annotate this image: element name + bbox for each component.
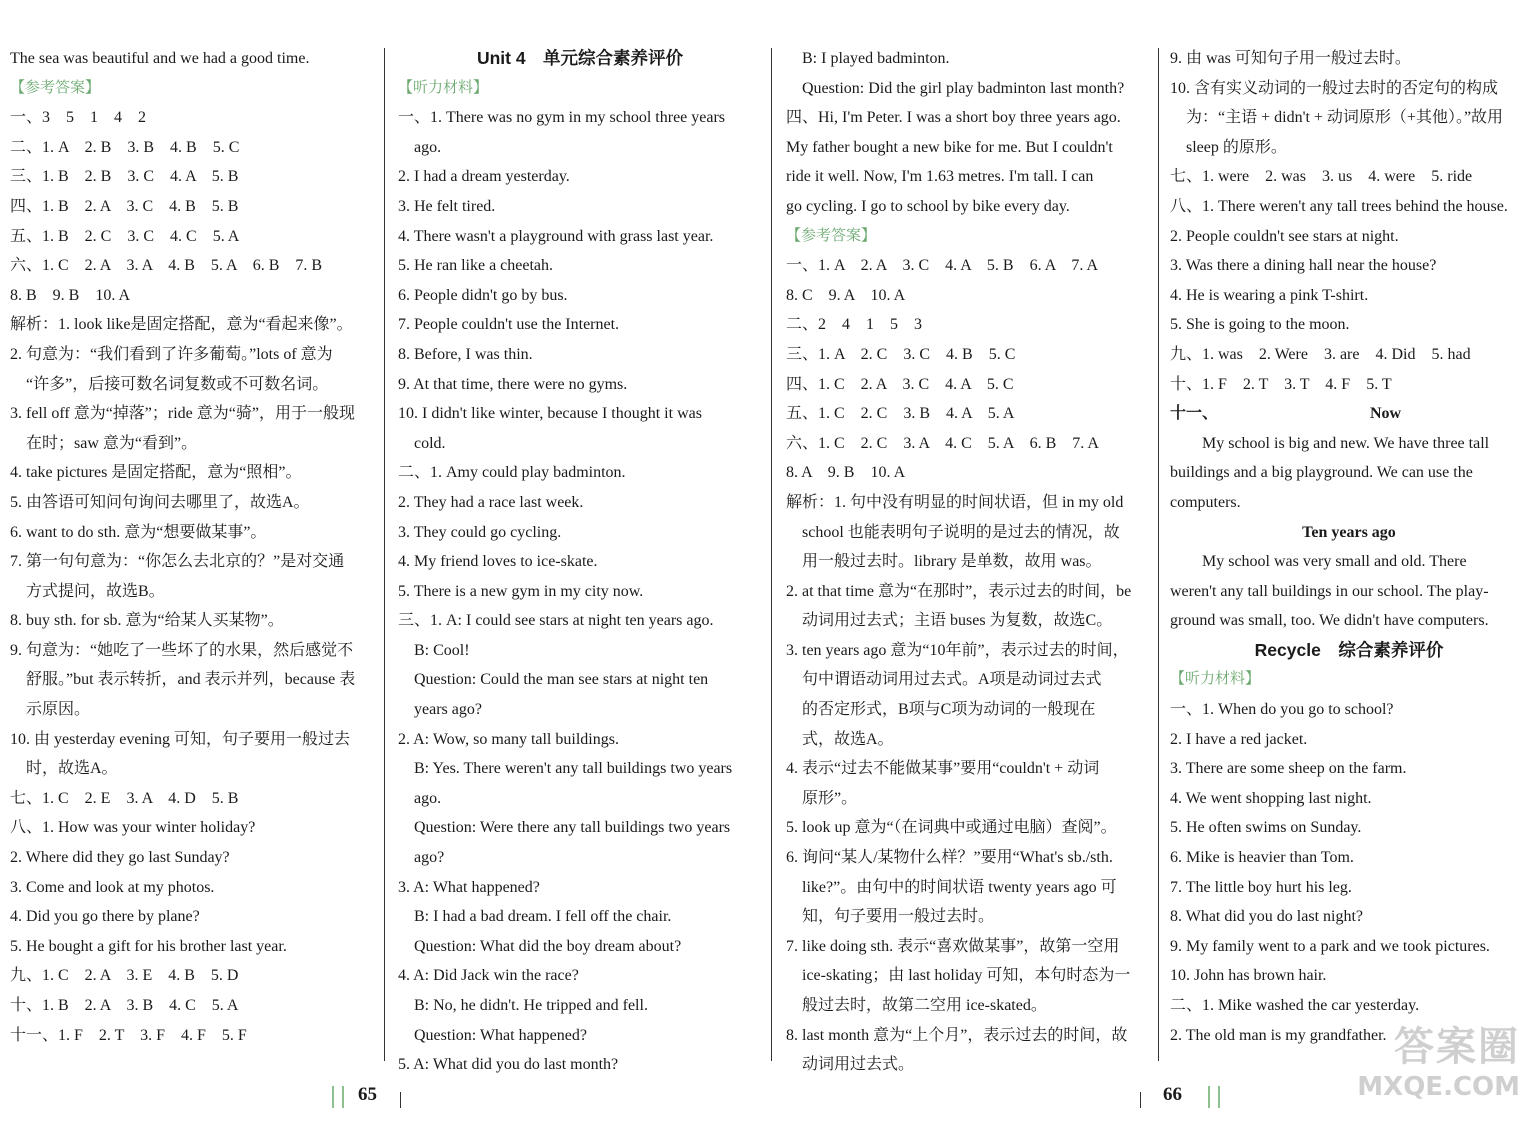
text-line: 舒服。”but 表示转折，and 表示并列，because 表 bbox=[26, 671, 356, 689]
text-line: 5. He often swims on Sunday. bbox=[1170, 819, 1362, 837]
page-number-marker bbox=[1208, 1086, 1220, 1108]
text-line: 2. I had a dream yesterday. bbox=[398, 168, 570, 186]
text-line: 3. Come and look at my photos. bbox=[10, 878, 215, 896]
watermark-text-en: MXQE.COM bbox=[1357, 1072, 1520, 1102]
text-line: 2. at that time 意为“在那时”，表示过去的时间，be bbox=[786, 582, 1132, 600]
text-line: ago. bbox=[414, 138, 442, 156]
text-line: ground was small, too. We didn't have computers. bbox=[1170, 612, 1489, 630]
text-line: 三、1. A: I could see stars at night ten years ago. bbox=[398, 612, 714, 630]
text-line: 四、1. B 2. A 3. C 4. B 5. B bbox=[10, 197, 239, 215]
text-line: 四、1. C 2. A 3. C 4. A 5. C bbox=[786, 375, 1014, 393]
text-line: 9. My family went to a park and we took pictures. bbox=[1170, 937, 1490, 955]
text-line: 3. ten years ago 意为“10年前”，表示过去的时间， bbox=[786, 641, 1129, 659]
text-line: 十一、 Now bbox=[1170, 405, 1402, 423]
text-line: 方式提问，故选B。 bbox=[26, 582, 165, 600]
text-line: 九、1. was 2. Were 3. are 4. Did 5. had bbox=[1170, 345, 1471, 363]
text-line: 3. fell off 意为“掉落”；ride 意为“骑”，用于一般现 bbox=[10, 405, 355, 423]
text-line: 5. 由答语可知问句询问去哪里了，故选A。 bbox=[10, 493, 310, 511]
text-line: 为：“主语 + didn't + 动词原形（+其他）。”故用 bbox=[1186, 109, 1504, 127]
text-line: 一、1. When do you go to school? bbox=[1170, 701, 1394, 719]
text-line: 十、1. B 2. A 3. B 4. C 5. A bbox=[10, 997, 239, 1014]
text-line: 4. My friend loves to ice-skate. bbox=[398, 553, 598, 571]
text-line: 十、1. F 2. T 3. T 4. F 5. T bbox=[1170, 375, 1392, 393]
text-line: Unit 4 单元综合素养评价 bbox=[476, 48, 684, 68]
text-line: 五、1. C 2. C 3. B 4. A 5. A bbox=[786, 405, 1015, 423]
text-line: 5. A: What did you do last month? bbox=[398, 1056, 619, 1074]
text-line: 2. They had a race last week. bbox=[398, 493, 584, 511]
text-line: 原形”。 bbox=[802, 789, 858, 807]
text-line: B: I had a bad dream. I fell off the chair. bbox=[414, 908, 672, 926]
text-line: 八、1. There weren't any tall trees behind the house. bbox=[1170, 197, 1508, 215]
text-line: ice-skating；由 last holiday 可知，本句时态为一 bbox=[802, 967, 1131, 985]
text-line: 四、Hi, I'm Peter. I was a short boy three years ago. bbox=[786, 109, 1121, 127]
text-line: 4. We went shopping last night. bbox=[1170, 789, 1372, 807]
text-line: years ago? bbox=[414, 701, 482, 719]
page-number-left: 65 bbox=[358, 1084, 377, 1105]
text-line: 一、1. There was no gym in my school three years bbox=[398, 109, 726, 127]
text-line: 3. There are some sheep on the farm. bbox=[1170, 760, 1407, 778]
text-line: 2. The old man is my grandfather. bbox=[1170, 1026, 1387, 1044]
text-line: 一、1. A 2. A 3. C 4. A 5. B 6. A 7. A bbox=[786, 257, 1099, 275]
text-line: 3. Was there a dining hall near the house? bbox=[1170, 257, 1437, 275]
text-line: go cycling. I go to school by bike every day. bbox=[786, 197, 1070, 215]
text-line: like?”。由句中的时间状语 twenty years ago 可 bbox=[802, 878, 1117, 896]
text-line: buildings and a big playground. We can use the bbox=[1170, 464, 1473, 482]
text-line: 七、1. C 2. E 3. A 4. D 5. B bbox=[10, 789, 239, 807]
text-line: ride it well. Now, I'm 1.63 metres. I'm tall. I can bbox=[786, 168, 1094, 186]
text-line: 二、2 4 1 5 3 bbox=[786, 316, 923, 334]
text-line: 般过去时，故第二空用 ice-skated。 bbox=[802, 997, 1047, 1014]
page-gutter bbox=[771, 48, 772, 1061]
text-line: 的否定形式，B项与C项为动词的一般现在 bbox=[802, 701, 1096, 719]
text-line: 【听力材料】 bbox=[1170, 671, 1261, 688]
text-line: 4. Did you go there by plane? bbox=[10, 908, 200, 926]
text-line: 2. A: Wow, so many tall buildings. bbox=[398, 730, 619, 748]
text-line: 4. There wasn't a playground with grass last year. bbox=[398, 227, 714, 245]
text-line: 2. 句意为：“我们看到了许多葡萄。”lots of 意为 bbox=[10, 345, 333, 363]
text-line: 6. 询问“某人/某物什么样？”要用“What's sb./sth. bbox=[786, 849, 1113, 867]
text-line: Question: Could the man see stars at night ten bbox=[414, 671, 709, 689]
text-line: 9. 由 was 可知句子用一般过去时。 bbox=[1170, 50, 1411, 67]
text-line: 6. want to do sth. 意为“想要做某事”。 bbox=[10, 523, 267, 541]
text-line: 示原因。 bbox=[26, 701, 91, 719]
text-line: 8. A 9. B 10. A bbox=[786, 464, 906, 482]
text-line: 解析：1. look like是固定搭配，意为“看起来像”。 bbox=[10, 316, 353, 334]
text-line: 【听力材料】 bbox=[398, 79, 489, 96]
text-line: Ten years ago bbox=[1302, 523, 1396, 541]
column-divider bbox=[384, 48, 385, 1061]
text-line: 二、1. A 2. B 3. B 4. B 5. C bbox=[10, 138, 240, 156]
text-line: cold. bbox=[414, 434, 446, 452]
text-line: 5. She is going to the moon. bbox=[1170, 316, 1350, 334]
text-line: 8. Before, I was thin. bbox=[398, 345, 533, 363]
page-number-marker bbox=[332, 1086, 344, 1108]
text-line: 4. A: Did Jack win the race? bbox=[398, 967, 579, 985]
text-line: 二、1. Amy could play badminton. bbox=[398, 464, 626, 482]
text-line: Recycle 综合素养评价 bbox=[1254, 639, 1444, 660]
text-line: Question: What did the boy dream about? bbox=[414, 937, 682, 955]
text-line: “许多”，后接可数名词复数或不可数名词。 bbox=[26, 375, 329, 393]
text-line: 六、1. C 2. A 3. A 4. B 5. A 6. B 7. B bbox=[10, 257, 323, 275]
text-line: school 也能表明句子说明的是过去的情况，故 bbox=[802, 523, 1120, 541]
text-line: 8. C 9. A 10. A bbox=[786, 286, 906, 304]
column-2 bbox=[398, 44, 762, 1080]
text-line: 句中谓语动词用过去式。A项是动词过去式 bbox=[802, 671, 1102, 689]
text-line: B: I played badminton. bbox=[802, 50, 950, 67]
watermark-text-zh: 答案圈 bbox=[1394, 1024, 1520, 1070]
text-line: Question: What happened? bbox=[414, 1026, 587, 1044]
text-line: 5. look up 意为“（在词典中或通过电脑）查阅”。 bbox=[786, 819, 1117, 837]
text-line: B: Yes. There weren't any tall buildings two years bbox=[414, 760, 733, 778]
text-line: 9. 句意为：“她吃了一些坏了的水果，然后感觉不 bbox=[10, 641, 354, 659]
text-line: 3. They could go cycling. bbox=[398, 523, 562, 541]
text-line: ago? bbox=[414, 849, 445, 867]
text-line: 时，故选A。 bbox=[26, 760, 118, 778]
text-line: 二、1. Mike washed the car yesterday. bbox=[1170, 997, 1420, 1014]
text-line: 3. A: What happened? bbox=[398, 878, 540, 896]
text-line: 2. Where did they go last Sunday? bbox=[10, 849, 230, 867]
text-line: 十一、1. F 2. T 3. F 4. F 5. F bbox=[10, 1026, 247, 1044]
text-line: My school is big and new. We have three tall bbox=[1202, 434, 1490, 452]
page-number-right: 66 bbox=[1163, 1084, 1182, 1105]
column-4 bbox=[1170, 44, 1528, 1050]
column-3 bbox=[786, 44, 1144, 1080]
text-line: B: No, he didn't. He tripped and fell. bbox=[414, 997, 648, 1014]
text-line: 动词用过去式；主语 buses 为复数，故选C。 bbox=[802, 612, 1113, 630]
text-line: 10. 含有实义动词的一般过去时的否定句的构成 bbox=[1170, 79, 1499, 97]
text-line: 解析：1. 句中没有明显的时间状语，但 in my old bbox=[786, 493, 1124, 511]
text-line: 10. I didn't like winter, because I thought it was bbox=[398, 405, 702, 423]
text-line: 三、1. A 2. C 3. C 4. B 5. C bbox=[786, 345, 1016, 363]
watermark-logo bbox=[1330, 1024, 1520, 1110]
text-line: 10. 由 yesterday evening 可知，句子要用一般过去 bbox=[10, 730, 350, 748]
text-line: 一、3 5 1 4 2 bbox=[10, 109, 147, 127]
text-line: 式，故选A。 bbox=[802, 730, 894, 748]
text-line: B: Cool! bbox=[414, 641, 470, 659]
text-line: computers. bbox=[1170, 493, 1241, 511]
text-line: 5. There is a new gym in my city now. bbox=[398, 582, 644, 600]
text-line: 六、1. C 2. C 3. A 4. C 5. A 6. B 7. A bbox=[786, 434, 1099, 452]
text-line: 2. People couldn't see stars at night. bbox=[1170, 227, 1399, 245]
text-line: Question: Were there any tall buildings two years bbox=[414, 819, 731, 837]
text-line: 5. He bought a gift for his brother last year. bbox=[10, 937, 287, 955]
text-line: 九、1. C 2. A 3. E 4. B 5. D bbox=[10, 967, 239, 985]
column-1 bbox=[10, 44, 376, 1050]
text-line: 五、1. B 2. C 3. C 4. C 5. A bbox=[10, 227, 240, 245]
text-line: 【参考答案】 bbox=[10, 79, 101, 96]
column-divider bbox=[1158, 48, 1159, 1061]
text-line: weren't any tall buildings in our school. The play- bbox=[1170, 582, 1489, 600]
text-line: My school was very small and old. There bbox=[1202, 553, 1467, 571]
text-line: 八、1. How was your winter holiday? bbox=[10, 819, 256, 837]
text-line: sleep 的原形。 bbox=[1186, 138, 1287, 156]
text-line: 3. He felt tired. bbox=[398, 197, 496, 215]
text-line: 6. Mike is heavier than Tom. bbox=[1170, 849, 1354, 867]
text-line: The sea was beautiful and we had a good time. bbox=[10, 50, 310, 67]
text-line: 8. buy sth. for sb. 意为“给某人买某物”。 bbox=[10, 612, 284, 630]
text-line: 在时；saw 意为“看到”。 bbox=[26, 434, 198, 452]
text-line: 7. The little boy hurt his leg. bbox=[1170, 878, 1352, 896]
text-line: 七、1. were 2. was 3. us 4. were 5. ride bbox=[1170, 168, 1473, 186]
text-line: 6. People didn't go by bus. bbox=[398, 286, 568, 304]
text-line: 9. At that time, there were no gyms. bbox=[398, 375, 628, 393]
page-number-tick bbox=[400, 1092, 401, 1108]
text-line: My father bought a new bike for me. But I couldn't bbox=[786, 138, 1113, 156]
text-line: 10. John has brown hair. bbox=[1170, 967, 1327, 985]
text-line: 【参考答案】 bbox=[786, 227, 877, 244]
text-line: 8. B 9. B 10. A bbox=[10, 286, 131, 304]
text-line: ago. bbox=[414, 789, 442, 807]
text-line: 8. last month 意为“上个月”，表示过去的时间，故 bbox=[786, 1026, 1128, 1044]
text-line: 7. 第一句句意为：“你怎么去北京的？”是对交通 bbox=[10, 553, 345, 571]
text-line: 4. He is wearing a pink T-shirt. bbox=[1170, 286, 1369, 304]
text-line: 用一般过去时。library 是单数，故用 was。 bbox=[802, 553, 1102, 571]
text-line: 5. He ran like a cheetah. bbox=[398, 257, 554, 275]
text-line: 7. People couldn't use the Internet. bbox=[398, 316, 620, 334]
text-line: 动词用过去式。 bbox=[802, 1056, 915, 1074]
page-number-tick bbox=[1140, 1092, 1141, 1108]
text-line: 4. 表示“过去不能做某事”要用“couldn't + 动词 bbox=[786, 760, 1100, 778]
text-line: 4. take pictures 是固定搭配，意为“照相”。 bbox=[10, 464, 302, 482]
text-line: 8. What did you do last night? bbox=[1170, 908, 1364, 926]
text-line: 三、1. B 2. B 3. C 4. A 5. B bbox=[10, 168, 239, 186]
text-line: 2. I have a red jacket. bbox=[1170, 730, 1308, 748]
text-line: 7. like doing sth. 表示“喜欢做某事”，故第一空用 bbox=[786, 937, 1120, 955]
text-line: Question: Did the girl play badminton last month? bbox=[802, 79, 1125, 97]
text-line: 知，句子要用一般过去时。 bbox=[802, 908, 995, 926]
